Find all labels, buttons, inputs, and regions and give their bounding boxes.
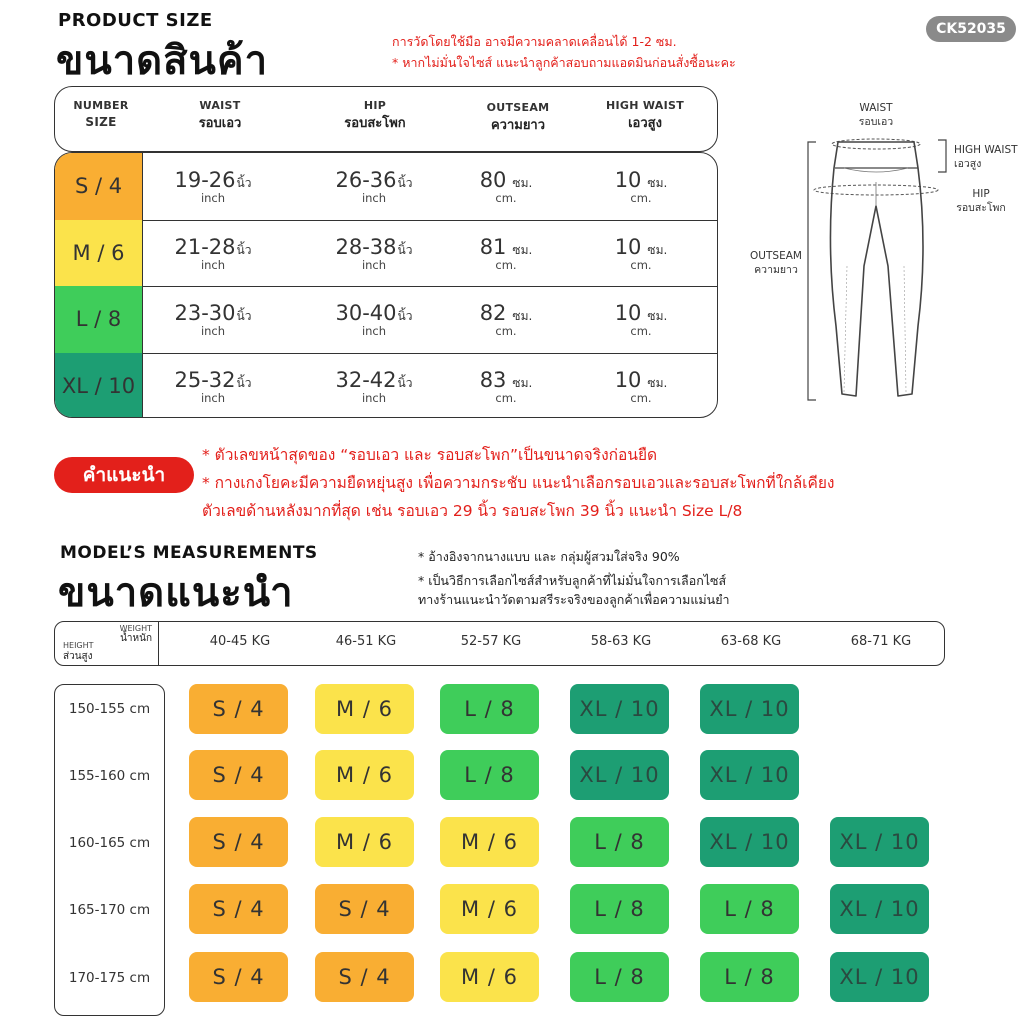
height-row-label: 150-155 cm bbox=[68, 701, 151, 717]
hip-value-number: 26-36 bbox=[335, 168, 397, 192]
outseam-value-number: 81 bbox=[479, 234, 507, 259]
measure-note: การวัดโดยใช้มือ อาจมีความคลาดเคลื่อนได้ 1-2 ซม. bbox=[392, 34, 677, 49]
weight-height-corner bbox=[55, 622, 159, 665]
height-row-label: 160-165 cm bbox=[68, 835, 151, 851]
recommend-badge: คำแนะนำ bbox=[54, 457, 194, 493]
diagram-highwaist-label: HIGH WAIST เอวสูง bbox=[954, 144, 1018, 170]
product-code-badge: CK52035 bbox=[926, 16, 1016, 42]
product-size-title-th: ขนาดสินค้า bbox=[56, 38, 269, 84]
size-cell: L / 8 bbox=[55, 286, 143, 353]
highwaist-value-number: 10 bbox=[614, 234, 642, 259]
outseam-value-number: 80 bbox=[479, 168, 507, 192]
waist-value-subunit: inch bbox=[200, 257, 226, 272]
row-divider bbox=[143, 220, 717, 221]
recommended-size-pill: S / 4 bbox=[189, 817, 288, 867]
height-column bbox=[54, 684, 165, 1016]
recommended-size-pill: XL / 10 bbox=[830, 952, 929, 1002]
waist-value-subunit: inch bbox=[200, 191, 226, 205]
recommended-size-pill: XL / 10 bbox=[570, 684, 669, 734]
waist-value-number: 19-26 bbox=[174, 168, 236, 192]
product-size-title-en: PRODUCT SIZE bbox=[58, 10, 213, 31]
hip-value-subunit: inch bbox=[361, 324, 387, 338]
highwaist-value-subunit: cm. bbox=[630, 390, 652, 405]
outseam-value bbox=[446, 301, 566, 338]
col-highwaist-header: HIGH WAIST เอวสูง bbox=[605, 99, 685, 131]
diagram-waist-label: WAIST รอบเอว bbox=[858, 102, 894, 128]
hip-value-number: 32-42 bbox=[335, 367, 397, 392]
recommend-line-1: * ตัวเลขหน้าสุดของ “รอบเอว และ รอบสะโพก”เป็นขนาดจริงก่อนยืด bbox=[202, 446, 658, 464]
recommended-size-pill: M / 6 bbox=[315, 750, 414, 800]
model-note-2: * เป็นวิธีการเลือกไซส์สำหรับลูกค้าที่ไม่มั่นใจการเลือกไซส์ bbox=[418, 573, 727, 588]
size-cell: M / 6 bbox=[55, 220, 143, 287]
outseam-value-number: 83 bbox=[479, 367, 507, 392]
diagram-outseam-label: OUTSEAM ความยาว bbox=[750, 250, 802, 276]
highwaist-value bbox=[581, 301, 701, 338]
hip-value-unit: นิ้ว bbox=[397, 242, 413, 257]
outseam-value-subunit: cm. bbox=[495, 390, 517, 405]
hip-value-number: 28-38 bbox=[335, 234, 397, 259]
hip-value bbox=[314, 168, 434, 205]
waist-value-unit: นิ้ว bbox=[236, 375, 252, 390]
recommended-size-pill: L / 8 bbox=[700, 884, 799, 934]
waist-value-unit: นิ้ว bbox=[236, 242, 252, 257]
recommend-line-3: ตัวเลขด้านหลังมากที่สุด เช่น รอบเอว 29 นิ้ว รอบสะโพก 39 นิ้ว แนะนำ Size L/8 bbox=[202, 502, 743, 520]
recommend-line-2: * กางเกงโยคะมีความยืดหยุ่นสูง เพื่อความกระชับ แนะนำเลือกรอบเอวและรอบสะโพกที่ใกล้เคียง bbox=[202, 474, 835, 492]
outseam-value-unit: ซม. bbox=[512, 176, 533, 190]
hip-value bbox=[314, 235, 434, 272]
col-waist-header: WAIST รอบเอว bbox=[198, 99, 242, 131]
recommended-size-pill: M / 6 bbox=[315, 817, 414, 867]
recommended-size-pill: L / 8 bbox=[570, 884, 669, 934]
highwaist-value-number: 10 bbox=[614, 168, 642, 192]
weight-corner-label: WEIGHT น้ำหนัก bbox=[119, 624, 152, 645]
weight-column-header: 63-68 KG bbox=[720, 634, 782, 649]
size-row bbox=[55, 286, 717, 353]
outseam-value-subunit: cm. bbox=[495, 257, 517, 272]
outseam-value-unit: ซม. bbox=[512, 242, 533, 257]
recommended-size-pill: S / 4 bbox=[189, 750, 288, 800]
hip-value-subunit: inch bbox=[361, 191, 387, 205]
col-size-header: NUMBER SIZE bbox=[73, 99, 129, 129]
highwaist-value bbox=[581, 235, 701, 272]
waist-value-number: 23-30 bbox=[174, 301, 236, 325]
leggings-diagram bbox=[728, 96, 1024, 416]
waist-value-number: 25-32 bbox=[174, 367, 236, 392]
size-row bbox=[55, 353, 717, 419]
waist-value-unit: นิ้ว bbox=[236, 309, 252, 323]
recommended-size-pill: M / 6 bbox=[440, 884, 539, 934]
highwaist-value-number: 10 bbox=[614, 301, 642, 325]
outseam-value-subunit: cm. bbox=[495, 324, 517, 338]
hip-value-number: 30-40 bbox=[335, 301, 397, 325]
hip-value bbox=[314, 301, 434, 338]
recommended-size-pill: M / 6 bbox=[315, 684, 414, 734]
recommended-size-pill: L / 8 bbox=[440, 750, 539, 800]
highwaist-value-subunit: cm. bbox=[630, 191, 652, 205]
hip-value bbox=[314, 368, 434, 405]
highwaist-value-unit: ซม. bbox=[647, 242, 668, 257]
recommended-size-pill: XL / 10 bbox=[830, 884, 929, 934]
hip-value-subunit: inch bbox=[361, 390, 387, 405]
waist-value-number: 21-28 bbox=[174, 234, 236, 259]
highwaist-value-subunit: cm. bbox=[630, 257, 652, 272]
outseam-value bbox=[446, 368, 566, 405]
model-title-en: MODEL’S MEASUREMENTS bbox=[60, 543, 318, 563]
waist-value bbox=[153, 168, 273, 205]
recommended-size-pill: XL / 10 bbox=[570, 750, 669, 800]
waist-value-subunit: inch bbox=[200, 390, 226, 405]
recommended-size-pill: L / 8 bbox=[700, 952, 799, 1002]
waist-value bbox=[153, 301, 273, 338]
highwaist-value-unit: ซม. bbox=[647, 176, 668, 190]
diagram-hip-label: HIP รอบสะโพก bbox=[956, 188, 1006, 214]
recommended-size-pill: M / 6 bbox=[440, 952, 539, 1002]
row-divider bbox=[143, 353, 717, 354]
recommended-size-pill: S / 4 bbox=[189, 684, 288, 734]
recommended-size-pill: XL / 10 bbox=[700, 750, 799, 800]
size-row bbox=[55, 153, 717, 220]
waist-value-subunit: inch bbox=[200, 324, 226, 338]
model-title-th: ขนาดแนะนำ bbox=[58, 570, 294, 616]
recommended-size-pill: XL / 10 bbox=[700, 684, 799, 734]
recommended-size-pill: S / 4 bbox=[315, 884, 414, 934]
outseam-value-unit: ซม. bbox=[512, 309, 533, 323]
leggings-icon bbox=[728, 96, 1024, 416]
hip-value-subunit: inch bbox=[361, 257, 387, 272]
waist-value bbox=[153, 235, 273, 272]
waist-value bbox=[153, 368, 273, 405]
recommended-size-pill: M / 6 bbox=[440, 817, 539, 867]
highwaist-value bbox=[581, 368, 701, 405]
col-outseam-header: OUTSEAM ความยาว bbox=[486, 101, 550, 133]
weight-column-header: 46-51 KG bbox=[335, 634, 397, 649]
hip-value-unit: นิ้ว bbox=[397, 375, 413, 390]
waist-value-unit: นิ้ว bbox=[236, 176, 252, 190]
recommended-size-pill: S / 4 bbox=[189, 952, 288, 1002]
weight-header-row bbox=[54, 621, 945, 666]
size-cell: S / 4 bbox=[55, 153, 143, 220]
weight-column-header: 40-45 KG bbox=[209, 634, 271, 649]
highwaist-value-subunit: cm. bbox=[630, 324, 652, 338]
weight-column-header: 68-71 KG bbox=[850, 634, 912, 649]
recommended-size-pill: L / 8 bbox=[570, 952, 669, 1002]
highwaist-value-unit: ซม. bbox=[647, 309, 668, 323]
recommended-size-pill: S / 4 bbox=[189, 884, 288, 934]
size-table-header bbox=[54, 86, 718, 152]
weight-column-header: 52-57 KG bbox=[460, 634, 522, 649]
highwaist-value-number: 10 bbox=[614, 367, 642, 392]
outseam-value bbox=[446, 235, 566, 272]
col-hip-header: HIP รอบสะโพก bbox=[344, 99, 406, 131]
size-row bbox=[55, 220, 717, 287]
highwaist-value-unit: ซม. bbox=[647, 375, 668, 390]
recommended-size-pill: S / 4 bbox=[315, 952, 414, 1002]
outseam-value-unit: ซม. bbox=[512, 375, 533, 390]
model-note-1: * อ้างอิงจากนางแบบ และ กลุ่มผู้สวมใส่จริง 90% bbox=[418, 549, 680, 564]
weight-column-header: 58-63 KG bbox=[590, 634, 652, 649]
model-note-3: ทางร้านแนะนำวัดตามสรีระจริงของลูกค้าเพื่อความแม่นยำ bbox=[418, 592, 730, 607]
recommended-size-pill: L / 8 bbox=[570, 817, 669, 867]
ask-admin-note: * หากไม่มั่นใจไซส์ แนะนำลูกค้าสอบถามแอดมินก่อนสั่งซื้อนะคะ bbox=[392, 55, 736, 70]
outseam-value bbox=[446, 168, 566, 205]
outseam-value-subunit: cm. bbox=[495, 191, 517, 205]
row-divider bbox=[143, 286, 717, 287]
size-table-body bbox=[54, 152, 718, 418]
size-cell: XL / 10 bbox=[55, 353, 143, 419]
highwaist-value bbox=[581, 168, 701, 205]
recommended-size-pill: XL / 10 bbox=[830, 817, 929, 867]
hip-value-unit: นิ้ว bbox=[397, 176, 413, 190]
hip-value-unit: นิ้ว bbox=[397, 309, 413, 323]
recommended-size-pill: XL / 10 bbox=[700, 817, 799, 867]
recommended-size-pill: L / 8 bbox=[440, 684, 539, 734]
height-corner-label: HEIGHT ส่วนสูง bbox=[63, 641, 94, 662]
height-row-label: 170-175 cm bbox=[68, 970, 151, 986]
height-row-label: 165-170 cm bbox=[68, 902, 151, 918]
outseam-value-number: 82 bbox=[479, 301, 507, 325]
height-row-label: 155-160 cm bbox=[68, 768, 151, 784]
